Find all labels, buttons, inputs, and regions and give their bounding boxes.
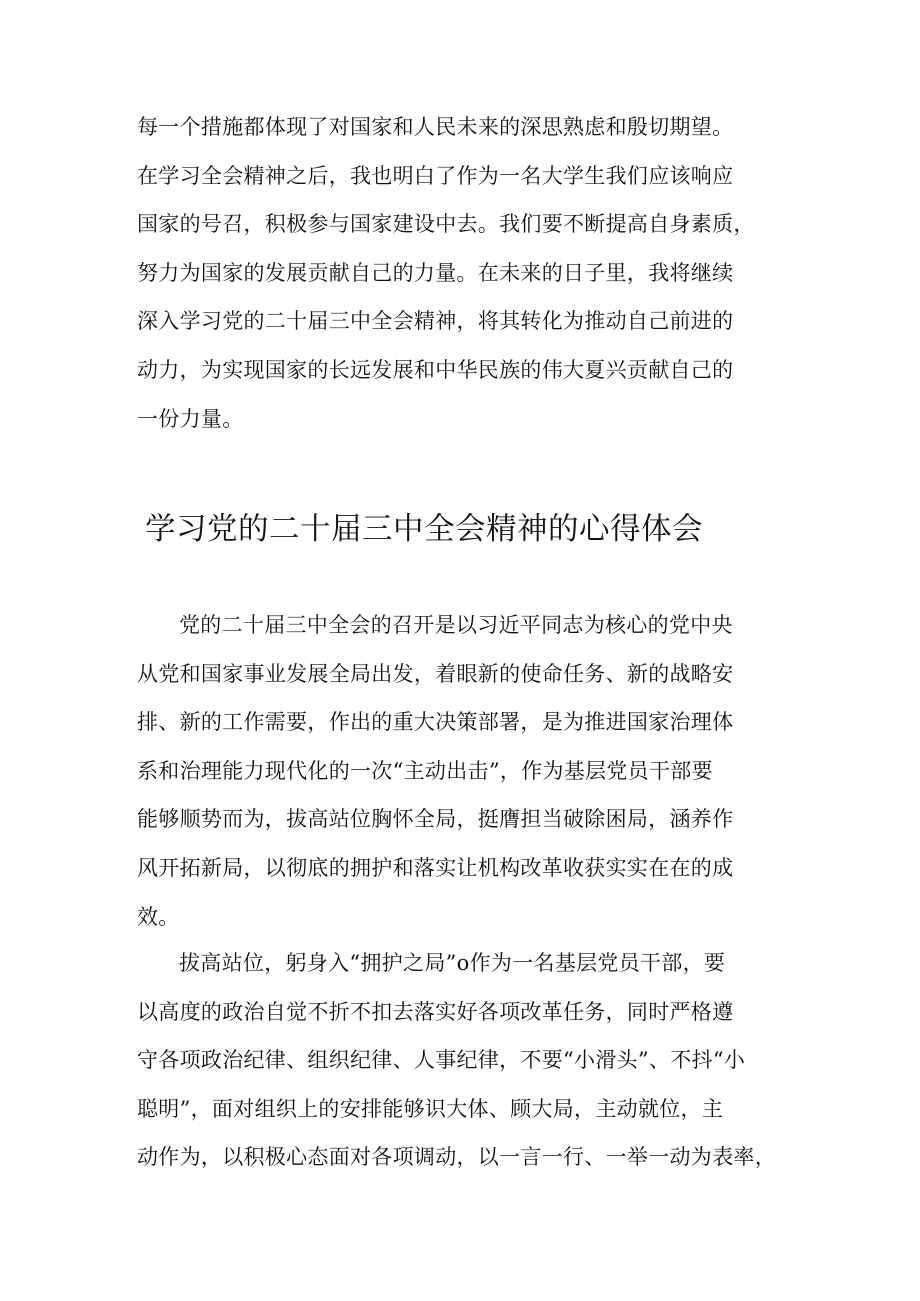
text-line: 能够顺势而为，拔高站位胸怀全局，挺膺担当破除困局，涵养作	[137, 807, 734, 832]
text-line: 效。	[137, 904, 180, 929]
paragraph-2	[137, 939, 797, 1182]
text-line: 一份力量。	[137, 406, 244, 431]
text-line: 每一个措施都体现了对国家和人民未来的深思熟虑和殷切期望。	[137, 115, 734, 139]
text-line: 拔高站位，躬身入“拥护之局”o作为一名基层党员干部，要	[179, 951, 726, 975]
text-line: 国家的号召，积极参与国家建设中去。我们要不断提高自身素质，	[137, 212, 755, 237]
text-line: 努力为国家的发展贡献自己的力量。在未来的日子里，我将继续	[137, 260, 734, 285]
text-line: 动力，为实现国家的长远发展和中华民族的伟大夏兴贡献自己的	[137, 357, 734, 382]
text-line: 以高度的政治自觉不折不扣去落实好各项改革任务，同时严格遵	[137, 999, 734, 1024]
section-heading: 学习党的二十届三中全会精神的心得体会	[145, 512, 703, 547]
text-line: 动作为，以积极心态面对各项调动，以一言一行、一举一动为表率，	[137, 1145, 776, 1170]
text-line: 从党和国家事业发展全局出发，着眼新的使命任务、新的战略安	[137, 661, 734, 686]
text-line: 党的二十届三中全会的召开是以习近平同志为核心的党中央	[179, 613, 733, 637]
text-line: 排、新的工作需要，作出的重大决策部署，是为推进国家治理体	[137, 710, 734, 735]
paragraph-1	[137, 601, 797, 941]
text-line: 聪明”，面对组织上的安排能够识大体、顾大局，主动就位，主	[137, 1096, 724, 1121]
intro-paragraph	[137, 103, 797, 443]
text-line: 深入学习党的二十届三中全会精神，将其转化为推动自己前进的	[137, 309, 734, 334]
text-line: 系和治理能力现代化的一次“主动出击”，作为基层党员干部要	[137, 758, 713, 783]
text-line: 风开拓新局，以彻底的拥护和落实让机构改革收获实实在在的成	[137, 855, 734, 880]
text-line: 守各项政治纪律、组织纪律、人事纪律，不要“小滑头”、不抖“小	[137, 1048, 746, 1073]
text-line: 在学习全会精神之后，我也明白了作为一名大学生我们应该响应	[137, 163, 734, 188]
